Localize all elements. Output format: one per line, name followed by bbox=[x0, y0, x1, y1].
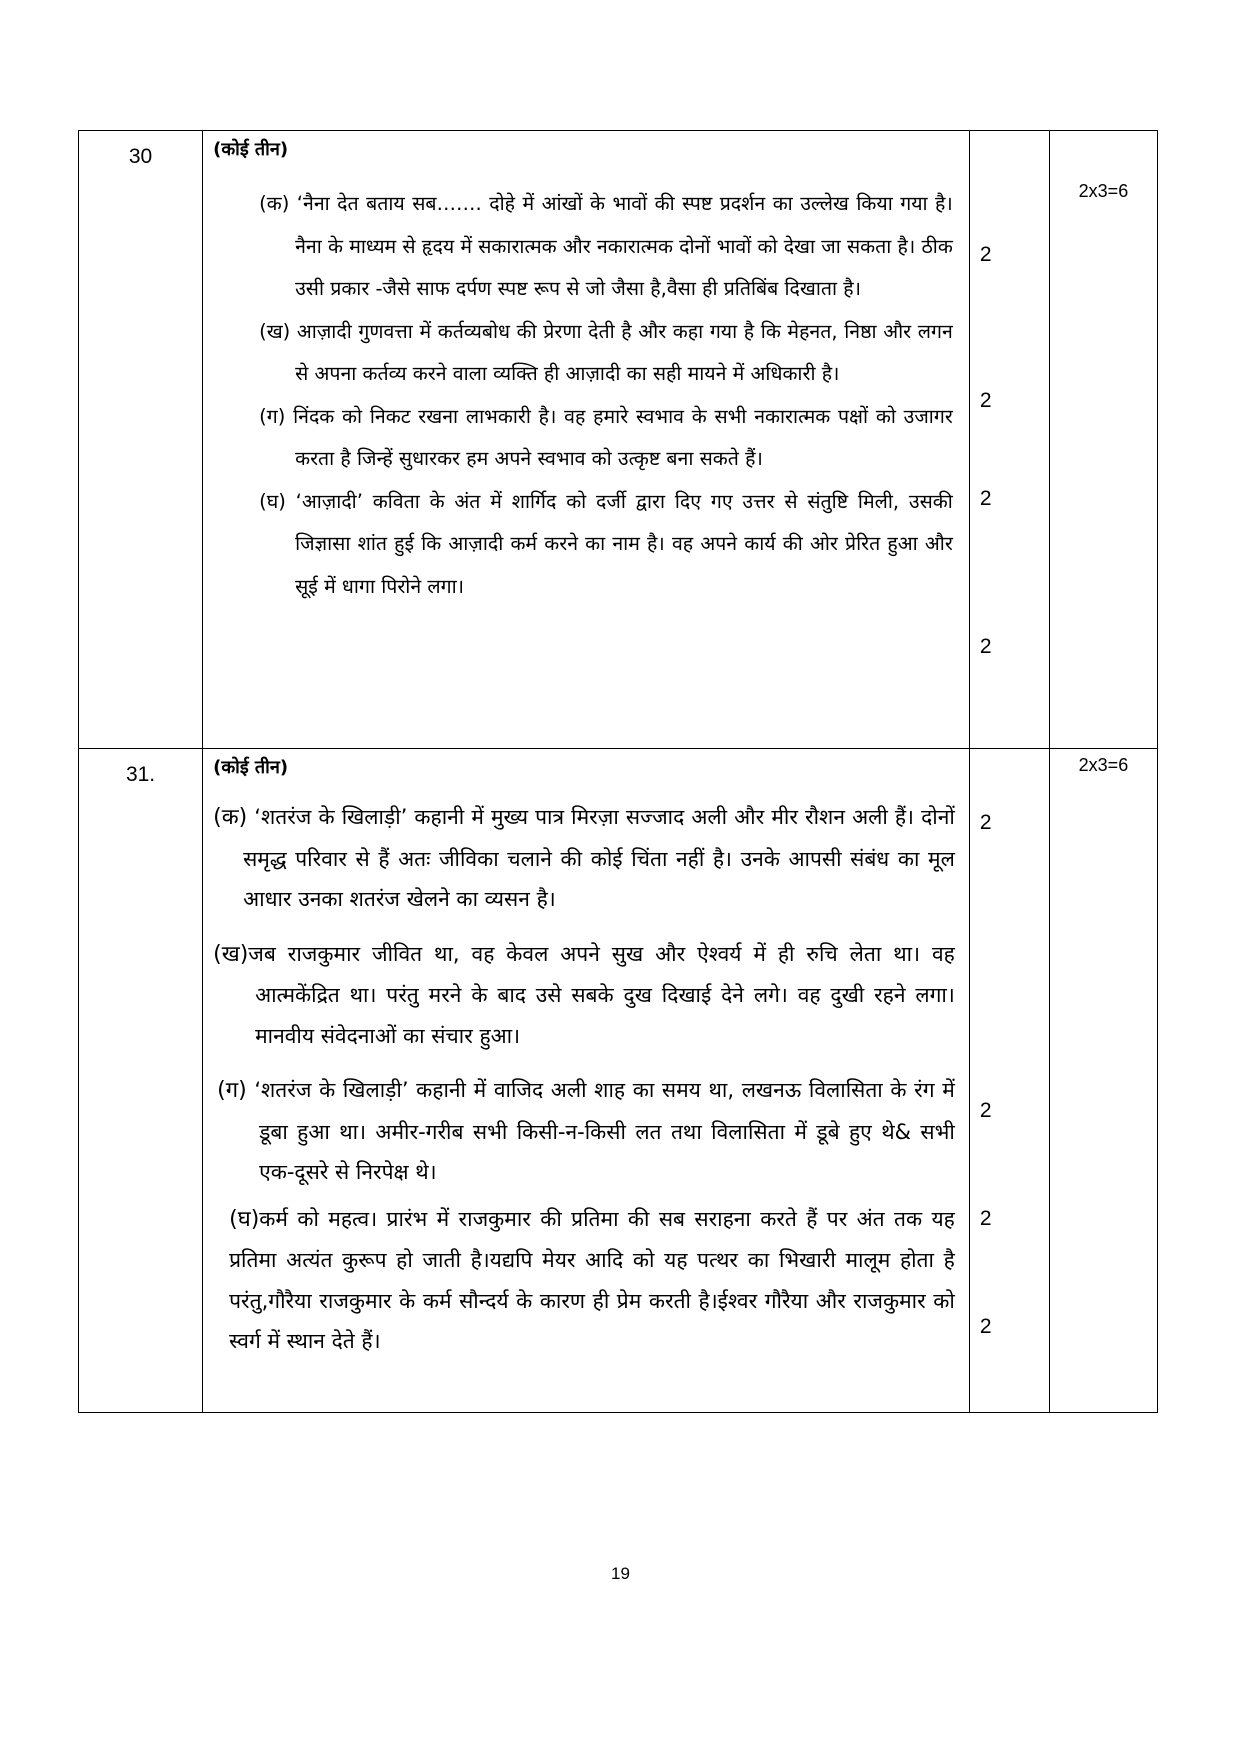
answer-label: (घ) bbox=[229, 1206, 260, 1232]
answer-text: ‘शतरंज के खिलाड़ी’ कहानी में मुख्य पात्र मिरज़ा सज्जाद अली और मीर रौशन अली हैं। दोनों समृद्ध परिवार से हैं अतः जीविका चलाने की कोई चिंता नहीं है। उनके आपसी संबंध का मूल आधार उनका शतरंज खेलने का व्यसन है। bbox=[243, 805, 955, 911]
answer-mark: 2 bbox=[979, 635, 992, 658]
question-heading: (कोई तीन) bbox=[213, 757, 289, 778]
answer-item bbox=[213, 797, 955, 920]
total-marks-cell bbox=[1049, 131, 1157, 749]
question-row-30 bbox=[79, 131, 1158, 749]
answer-item bbox=[259, 183, 953, 311]
answer-text: जब राजकुमार जीवित था, वह केवल अपने सुख और ऐश्वर्य में ही रुचि लेता था। वह आत्मकेंद्रित था। परंतु मरने के बाद उसे सबके दुख दिखाई देने लगे। वह दुखी रहने लगा। मानवीय संवेदनाओं का संचार हुआ। bbox=[248, 941, 955, 1048]
question-number: 30 bbox=[79, 131, 203, 749]
answer-mark: 2 bbox=[979, 1315, 992, 1338]
answer-mark: 2 bbox=[979, 487, 992, 510]
answer-mark: 2 bbox=[979, 243, 992, 266]
total-marks: 2x3=6 bbox=[1078, 755, 1129, 775]
answer-label: (ग) bbox=[217, 1078, 247, 1103]
answer-table bbox=[78, 130, 1158, 1413]
answer-list bbox=[203, 161, 969, 624]
answer-mark: 2 bbox=[979, 1099, 992, 1122]
answer-text: ‘नैना देत बताय सब……. दोहे में आंखों के भावों की स्पष्ट प्रदर्शन का उल्लेख किया गया है। नैना के माध्यम से हृदय में सकारात्मक और नकारात्मक दोनों भावों को देखा जा सकता है। ठीक उसी प्रकार -जैसे साफ दर्पण स्पष्ट रूप से जो जैसा है,वैसा ही प्रतिबिंब दिखाता है। bbox=[289, 192, 953, 300]
question-heading: (कोई तीन) bbox=[213, 139, 289, 160]
answer-text: ‘शतरंज के खिलाड़ी’ कहानी में वाजिद अली शाह का समय था, लखनऊ विलासिता के रंग में डूबा हुआ था। अमीर-गरीब सभी किसी-न-किसी लत तथा विलासिता में डूबे हुए थे& सभी एक-दूसरे से निरपेक्ष थे। bbox=[246, 1078, 955, 1184]
question-number: 31. bbox=[79, 749, 203, 1413]
answer-text: निंदक को निकट रखना लाभकारी है। वह हमारे स्वभाव के सभी नकारात्मक पक्षों को उजागर करता है जिन्हें सुधारकर हम अपने स्वभाव को उत्कृष्ट बना सकते हैं। bbox=[285, 404, 953, 470]
total-marks: 2x3=6 bbox=[1078, 181, 1129, 201]
marks-cell bbox=[969, 749, 1049, 1413]
answer-label: (क) bbox=[213, 805, 248, 830]
total-marks-cell bbox=[1049, 749, 1157, 1413]
answer-mark: 2 bbox=[979, 389, 992, 412]
answer-mark: 2 bbox=[979, 1207, 992, 1230]
answer-label: (ख) bbox=[259, 319, 291, 343]
answer-text: आज़ादी गुणवत्ता में कर्तव्यबोध की प्रेरणा देती है और कहा गया है कि मेहनत, निष्ठा और लगन से अपना कर्तव्य करने वाला व्यक्ति ही आज़ादी का सही मायने में अधिकारी है। bbox=[290, 319, 953, 385]
answer-label: (घ) bbox=[259, 489, 286, 513]
answer-item bbox=[213, 934, 955, 1057]
answer-text: ‘आज़ादी’ कविता के अंत में शार्गिद को दर्जी द्वारा दिए गए उत्तर से संतुष्टि मिली, उसकी जिज्ञासा शांत हुई कि आज़ादी कर्म करने का नाम है। वह अपने कार्य की ओर प्रेरित हुआ और सूई में धागा पिरोने लगा। bbox=[285, 489, 953, 598]
answer-cell bbox=[203, 749, 970, 1413]
answer-mark: 2 bbox=[979, 811, 992, 834]
answer-item bbox=[259, 481, 953, 609]
marks-cell bbox=[969, 131, 1049, 749]
answer-label: (ग) bbox=[259, 404, 286, 428]
answer-label: (क) bbox=[259, 192, 290, 215]
page-number: 19 bbox=[611, 1564, 630, 1583]
answer-item bbox=[259, 396, 953, 481]
answer-cell bbox=[203, 131, 970, 749]
answer-label: (ख) bbox=[213, 941, 249, 967]
answer-list bbox=[203, 779, 969, 1378]
question-row-31 bbox=[79, 749, 1158, 1413]
answer-item bbox=[213, 1070, 955, 1193]
answer-item bbox=[259, 311, 953, 396]
answer-text: कर्म को महत्व। प्रारंभ में राजकुमार की प्रतिमा की सब सराहना करते हैं पर अंत तक यह प्रतिमा अत्यंत कुरूप हो जाती है।यद्यपि मेयर आदि को यह पत्थर का भिखारी मालूम होता है परंतु,गौरैया राजकुमार के कर्म सौन्दर्य के कारण ही प्रेम करती है।ईश्वर गौरैया और राजकुमार को स्वर्ग में स्थान देते हैं। bbox=[229, 1206, 955, 1353]
answer-item bbox=[213, 1199, 955, 1362]
